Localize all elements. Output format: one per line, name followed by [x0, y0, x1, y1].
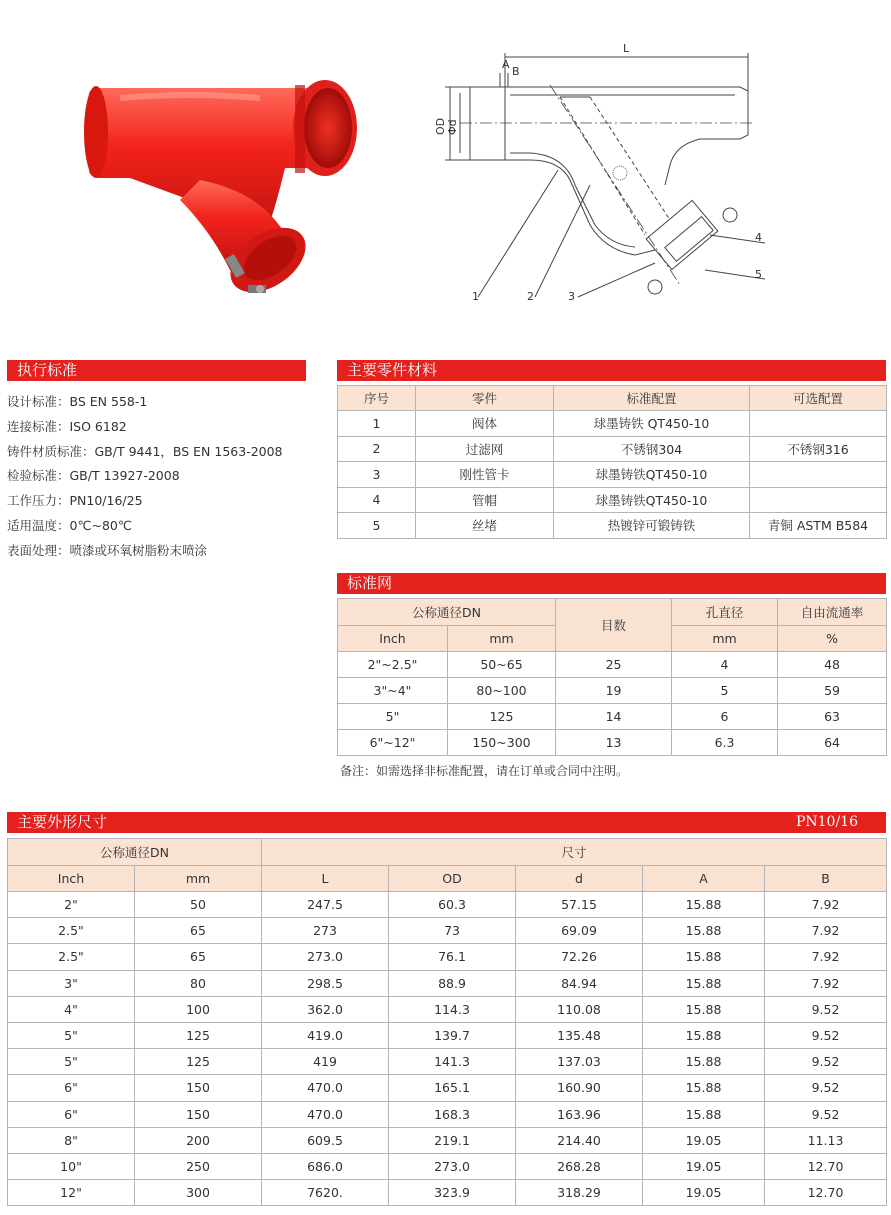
table-cell: 2.5": [8, 918, 135, 944]
table-row: [8, 1180, 887, 1206]
table-cell: 热镀锌可锻铸铁: [554, 513, 750, 539]
standards-item: 检验标准：GB/T 13927-2008: [7, 468, 180, 484]
mesh-note: 备注：如需选择非标准配置，请在订单或合同中注明。: [340, 764, 629, 778]
table-cell: 135.48: [516, 1022, 643, 1048]
table-cell: 4: [672, 652, 778, 678]
table-cell: 2": [8, 892, 135, 918]
table-cell: 12": [8, 1180, 135, 1206]
dim-label-B: B: [512, 65, 520, 78]
table-cell: 12.70: [765, 1180, 887, 1206]
table-header-row: [8, 866, 887, 892]
table-cell: 125: [135, 1022, 262, 1048]
table-cell: 15.88: [643, 944, 765, 970]
table-row: [338, 436, 887, 462]
col-header: L: [262, 866, 389, 892]
table-cell: 6: [672, 704, 778, 730]
table-cell: 青铜 ASTM B584: [750, 513, 887, 539]
table-cell: 15.88: [643, 892, 765, 918]
table-cell: 137.03: [516, 1049, 643, 1075]
table-cell: 60.3: [389, 892, 516, 918]
table-row: [338, 678, 887, 704]
table-cell: 470.0: [262, 1101, 389, 1127]
table-cell: 球墨铸铁QT450-10: [554, 462, 750, 488]
standards-list: [7, 390, 327, 564]
table-cell: 8": [8, 1127, 135, 1153]
table-cell: 163.96: [516, 1101, 643, 1127]
table-cell: 13: [556, 730, 672, 756]
table-row: [8, 892, 887, 918]
table-row: [8, 1153, 887, 1179]
table-cell: 139.7: [389, 1022, 516, 1048]
table-cell: 150~300: [448, 730, 556, 756]
table-cell: 6": [8, 1101, 135, 1127]
table-cell: 15.88: [643, 996, 765, 1022]
table-cell: 114.3: [389, 996, 516, 1022]
table-cell: 110.08: [516, 996, 643, 1022]
standards-header: [7, 360, 306, 381]
col-header: %: [778, 626, 887, 652]
table-cell: 323.9: [389, 1180, 516, 1206]
callout-2: 2: [527, 290, 534, 303]
table-row: [8, 918, 887, 944]
table-row: [338, 411, 887, 437]
dims-title: 主要外形尺寸: [17, 813, 108, 831]
parts-header: [337, 360, 886, 381]
table-cell: 64: [778, 730, 887, 756]
table-cell: 298.5: [262, 970, 389, 996]
table-cell: 73: [389, 918, 516, 944]
table-cell: 5: [338, 513, 416, 539]
table-cell: 5": [8, 1049, 135, 1075]
table-cell: 11.13: [765, 1127, 887, 1153]
table-cell: 84.94: [516, 970, 643, 996]
y-strainer-section-drawing: [430, 35, 870, 315]
table-cell: 球墨铸铁QT450-10: [554, 487, 750, 513]
standards-item: 适用温度：0℃~80℃: [7, 517, 132, 533]
table-cell: 80: [135, 970, 262, 996]
table-cell: 214.40: [516, 1127, 643, 1153]
col-header: 自由流通率: [778, 599, 887, 626]
table-cell: 2: [338, 436, 416, 462]
col-header: 零件: [416, 386, 554, 411]
table-cell: 19.05: [643, 1180, 765, 1206]
dims-table-body: [8, 892, 887, 1206]
table-cell: 168.3: [389, 1101, 516, 1127]
dim-label-OD: OD: [434, 117, 447, 135]
col-header: Inch: [8, 866, 135, 892]
table-row: [338, 487, 887, 513]
table-cell: 阀体: [416, 411, 554, 437]
callout-1: 1: [472, 290, 479, 303]
table-cell: 9.52: [765, 1075, 887, 1101]
col-header: 可选配置: [750, 386, 887, 411]
table-row: [8, 1049, 887, 1075]
dim-label-d: Φd: [446, 119, 459, 135]
dims-header: [7, 812, 886, 833]
callout-4: 4: [755, 231, 762, 244]
table-cell: 9.52: [765, 996, 887, 1022]
table-cell: 273.0: [389, 1153, 516, 1179]
col-header: mm: [448, 626, 556, 652]
dim-label-A: A: [502, 58, 510, 71]
table-row: [8, 1101, 887, 1127]
table-cell: 9.52: [765, 1022, 887, 1048]
table-cell: 5": [8, 1022, 135, 1048]
table-cell: 管帽: [416, 487, 554, 513]
col-header: 公称通径DN: [338, 599, 556, 626]
callout-3: 3: [568, 290, 575, 303]
standards-item: 铸件材质标准：GB/T 9441，BS EN 1563-2008: [7, 443, 283, 459]
standards-title: 执行标准: [17, 361, 78, 379]
table-cell: 12.70: [765, 1153, 887, 1179]
col-header: A: [643, 866, 765, 892]
table-cell: 50~65: [448, 652, 556, 678]
table-cell: 69.09: [516, 918, 643, 944]
table-cell: 419.0: [262, 1022, 389, 1048]
table-row: [338, 652, 887, 678]
standards-item: 表面处理：喷漆或环氧树脂粉末喷涂: [7, 542, 208, 558]
table-cell: 19: [556, 678, 672, 704]
table-cell: 过滤网: [416, 436, 554, 462]
table-cell: 15.88: [643, 1101, 765, 1127]
col-header: 尺寸: [262, 839, 887, 866]
table-cell: 5: [672, 678, 778, 704]
col-header: 序号: [338, 386, 416, 411]
table-row: [8, 1075, 887, 1101]
table-cell: 7620.: [262, 1180, 389, 1206]
table-cell: 19.05: [643, 1153, 765, 1179]
table-cell: 419: [262, 1049, 389, 1075]
table-cell: 2"~2.5": [338, 652, 448, 678]
mesh-title: 标准网: [347, 574, 393, 592]
col-header: OD: [389, 866, 516, 892]
table-cell: 2.5": [8, 944, 135, 970]
table-cell: [750, 411, 887, 437]
table-cell: 100: [135, 996, 262, 1022]
table-cell: 88.9: [389, 970, 516, 996]
table-cell: 80~100: [448, 678, 556, 704]
table-cell: 59: [778, 678, 887, 704]
table-cell: 200: [135, 1127, 262, 1153]
dim-label-L: L: [623, 42, 630, 55]
table-header-row: [338, 386, 887, 411]
table-cell: 不锈钢316: [750, 436, 887, 462]
table-cell: 125: [135, 1049, 262, 1075]
mesh-table: [337, 598, 887, 756]
table-cell: 150: [135, 1101, 262, 1127]
table-cell: 5": [338, 704, 448, 730]
col-header: d: [516, 866, 643, 892]
table-cell: 273.0: [262, 944, 389, 970]
table-cell: 160.90: [516, 1075, 643, 1101]
table-cell: 686.0: [262, 1153, 389, 1179]
table-cell: 268.28: [516, 1153, 643, 1179]
table-cell: 72.26: [516, 944, 643, 970]
table-cell: 4": [8, 996, 135, 1022]
table-cell: 14: [556, 704, 672, 730]
table-cell: 57.15: [516, 892, 643, 918]
table-cell: 318.29: [516, 1180, 643, 1206]
table-row: [338, 730, 887, 756]
standards-item: 工作压力：PN10/16/25: [7, 493, 143, 509]
dims-table: [7, 838, 887, 1206]
table-cell: 19.05: [643, 1127, 765, 1153]
table-cell: 7.92: [765, 918, 887, 944]
table-cell: 10": [8, 1153, 135, 1179]
col-header: B: [765, 866, 887, 892]
table-cell: 300: [135, 1180, 262, 1206]
table-cell: [750, 462, 887, 488]
table-cell: [750, 487, 887, 513]
table-cell: 球墨铸铁 QT450-10: [554, 411, 750, 437]
table-cell: 3"~4": [338, 678, 448, 704]
table-row: [8, 1022, 887, 1048]
table-cell: 219.1: [389, 1127, 516, 1153]
table-cell: 刚性管卡: [416, 462, 554, 488]
table-cell: 150: [135, 1075, 262, 1101]
table-cell: 362.0: [262, 996, 389, 1022]
table-cell: 不锈钢304: [554, 436, 750, 462]
callout-5: 5: [755, 268, 762, 281]
table-cell: 165.1: [389, 1075, 516, 1101]
table-cell: 丝堵: [416, 513, 554, 539]
col-header: 目数: [556, 599, 672, 652]
table-cell: 273: [262, 918, 389, 944]
table-cell: 609.5: [262, 1127, 389, 1153]
table-cell: 125: [448, 704, 556, 730]
table-cell: 1: [338, 411, 416, 437]
table-row: [338, 704, 887, 730]
parts-table: [337, 385, 887, 539]
y-strainer-product-image: [70, 70, 370, 310]
table-cell: 25: [556, 652, 672, 678]
table-cell: 247.5: [262, 892, 389, 918]
table-header-row: [338, 599, 887, 626]
table-row: [8, 944, 887, 970]
col-header: mm: [135, 866, 262, 892]
table-cell: 48: [778, 652, 887, 678]
table-cell: 7.92: [765, 970, 887, 996]
table-cell: 7.92: [765, 892, 887, 918]
table-cell: 250: [135, 1153, 262, 1179]
table-cell: 141.3: [389, 1049, 516, 1075]
standards-item: 连接标准：ISO 6182: [7, 418, 127, 434]
col-header: Inch: [338, 626, 448, 652]
parts-title: 主要零件材料: [347, 361, 438, 379]
table-cell: 15.88: [643, 970, 765, 996]
mesh-header: [337, 573, 886, 594]
table-header-row: [8, 839, 887, 866]
table-cell: 3": [8, 970, 135, 996]
table-cell: 50: [135, 892, 262, 918]
table-cell: 9.52: [765, 1049, 887, 1075]
table-cell: 6": [8, 1075, 135, 1101]
table-cell: 4: [338, 487, 416, 513]
table-row: [338, 513, 887, 539]
col-header: mm: [672, 626, 778, 652]
table-cell: 15.88: [643, 918, 765, 944]
col-header: 标准配置: [554, 386, 750, 411]
table-cell: 15.88: [643, 1049, 765, 1075]
col-header: 公称通径DN: [8, 839, 262, 866]
table-row: [8, 970, 887, 996]
table-row: [8, 1127, 887, 1153]
table-cell: 15.88: [643, 1022, 765, 1048]
standards-item: 设计标准：BS EN 558-1: [7, 394, 148, 409]
table-cell: 63: [778, 704, 887, 730]
table-cell: 15.88: [643, 1075, 765, 1101]
table-row: [338, 462, 887, 488]
table-cell: 9.52: [765, 1101, 887, 1127]
table-cell: 3: [338, 462, 416, 488]
table-cell: 6"~12": [338, 730, 448, 756]
pressure-rating: PN10/16: [795, 814, 858, 830]
table-cell: 470.0: [262, 1075, 389, 1101]
table-cell: 65: [135, 918, 262, 944]
table-cell: 76.1: [389, 944, 516, 970]
table-cell: 65: [135, 944, 262, 970]
table-cell: 6.3: [672, 730, 778, 756]
table-cell: 7.92: [765, 944, 887, 970]
col-header: 孔直径: [672, 599, 778, 626]
table-row: [8, 996, 887, 1022]
